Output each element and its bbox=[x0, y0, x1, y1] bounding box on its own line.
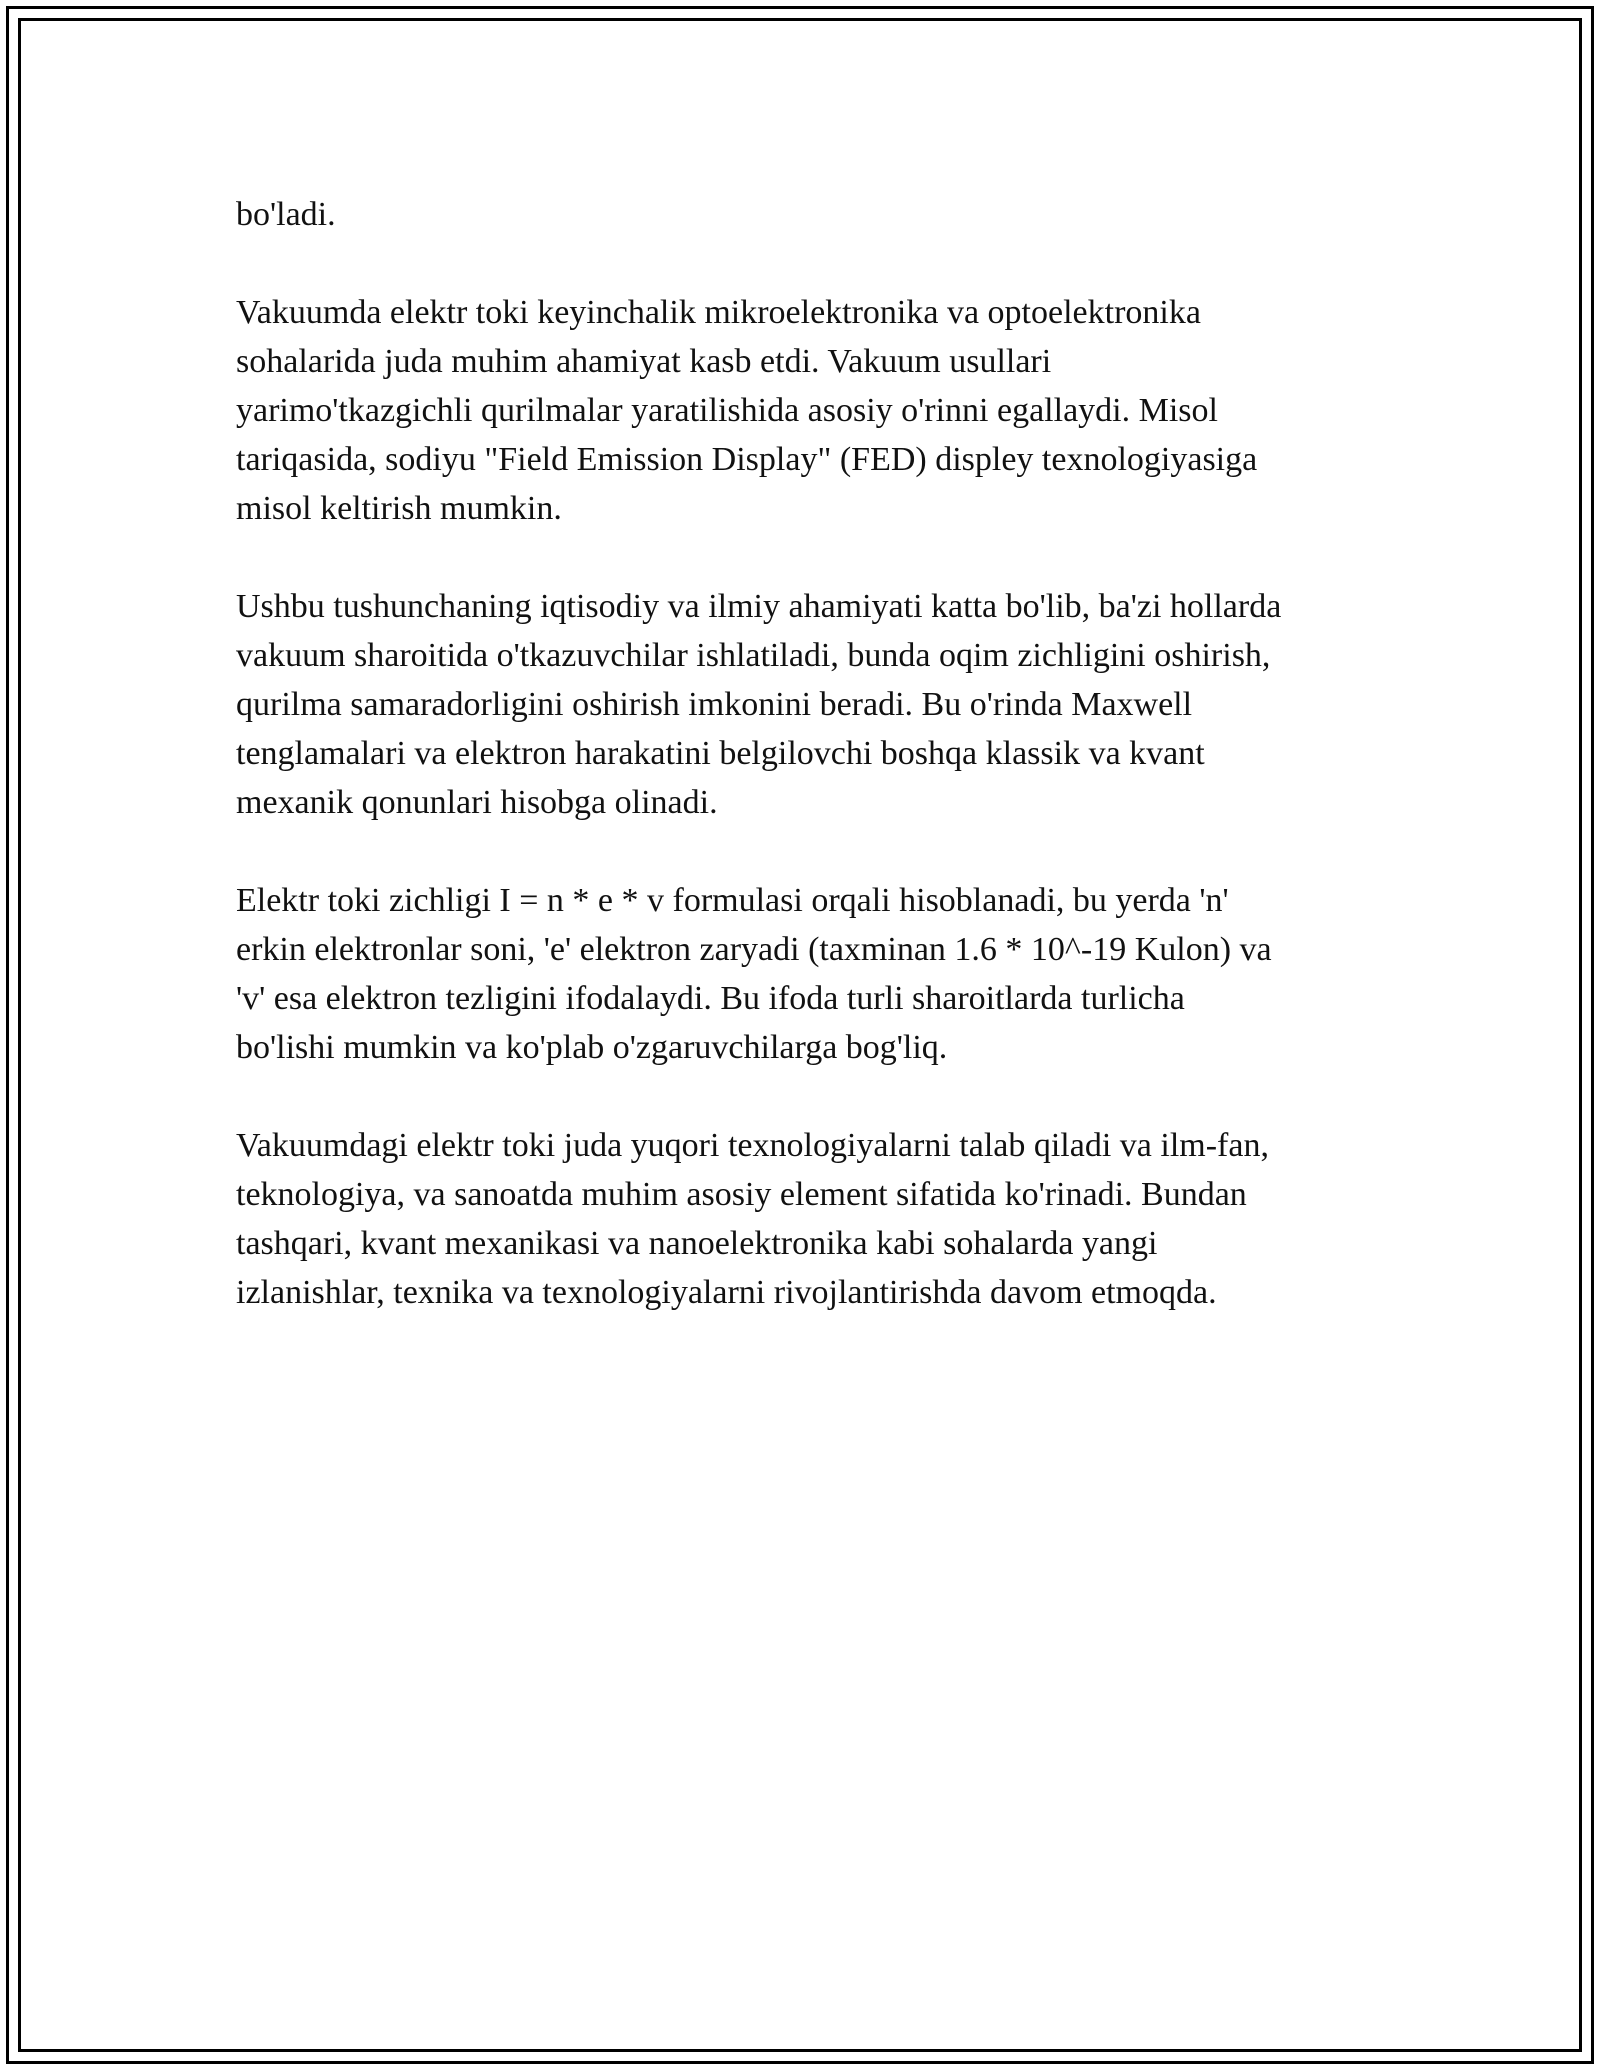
paragraph-2: Vakuumda elektr toki keyinchalik mikroelektronika va optoelektronika sohalarida juda muhim ahamiyat kasb etdi. Vakuum usullari yarimo'tkazgichli qurilmalar yaratilishida asosiy o'rinni egallaydi. Misol tariqasida, sodiyu "Field Emission Display" (FED) displey texnologiyasiga misol keltirish mumkin. bbox=[236, 294, 1258, 527]
document-body bbox=[236, 190, 1376, 1366]
paragraph-1: bo'ladi. bbox=[236, 196, 336, 233]
paragraph-3: Ushbu tushunchaning iqtisodiy va ilmiy ahamiyati katta bo'lib, ba'zi hollarda vakuum sharoitida o'tkazuvchilar ishlatiladi, bunda oqim zichligini oshirish, qurilma samaradorligini oshirish imkonini beradi. Bu o'rinda Maxwell tenglamalari va elektron harakatini belgilovchi boshqa klassik va kvant mexanik qonunlari hisobga olinadi. bbox=[236, 588, 1282, 821]
paragraph-5: Vakuumdagi elektr toki juda yuqori texnologiyalarni talab qiladi va ilm-fan, teknologiya, va sanoatda muhim asosiy element sifatida ko'rinadi. Bundan tashqari, kvant mexanikasi va nanoelektronika kabi sohalarda yangi izlanishlar, texnika va texnologiyalarni rivojlantirishda davom etmoqda. bbox=[236, 1127, 1269, 1311]
paragraph-4: Elektr toki zichligi I = n * e * v formulasi orqali hisoblanadi, bu yerda 'n' erkin elektronlar soni, 'e' elektron zaryadi (taxminan 1.6 * 10^-19 Kulon) va 'v' esa elektron tezligini ifodalaydi. Bu ifoda turli sharoitlarda turlicha bo'lishi mumkin va ko'plab o'zgaruvchilarga bog'liq. bbox=[236, 882, 1272, 1066]
